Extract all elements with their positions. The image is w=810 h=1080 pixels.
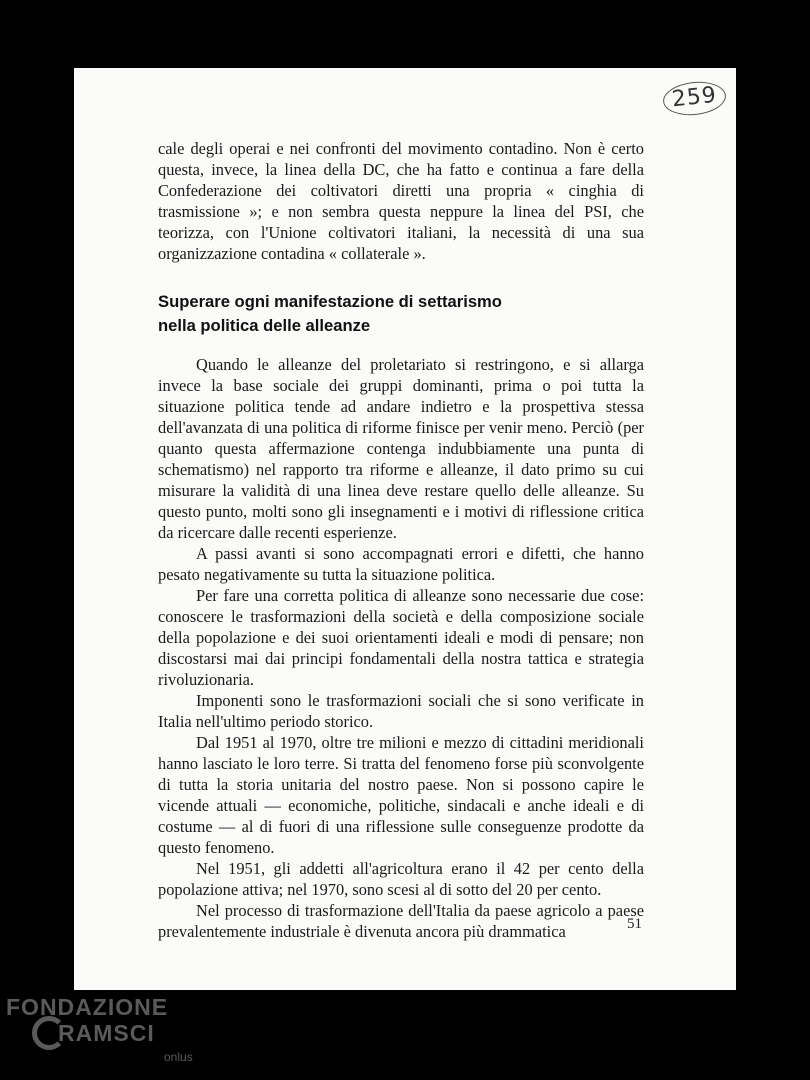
paragraph: Imponenti sono le trasformazioni sociali che si sono verificate in Italia nell'ultimo periodo storico. — [158, 691, 644, 731]
section-heading — [158, 290, 644, 338]
fondazione-gramsci-logo — [6, 994, 206, 1074]
paragraph: Per fare una corretta politica di alleanze sono necessarie due cose: conoscere le trasformazioni della società e della composizione sociale della popolazione e dei suoi orientamenti ideali e modi di pensare; non discostarsi mai dai principi fondamentali della nostra tattica e strategia rivoluzionaria. — [158, 586, 644, 689]
logo-line-2: RAMSCI — [58, 1020, 155, 1046]
archive-number-stamp: 259 — [661, 79, 727, 118]
intro-paragraph: cale degli operai e nei confronti del movimento contadino. Non è certo questa, invece, la linea della DC, che ha fatto e continua a fare della Confederazione dei coltivatori diretti una propria « cinghia di trasmissione »; e non sembra questa neppure la linea del PSI, che teorizza, con l'Unione coltivatori italiani, la necessità di una sua organizzazione contadina « collaterale ». — [158, 139, 644, 263]
paragraph: Nel 1951, gli addetti all'agricoltura erano il 42 per cento della popolazione attiva; nel 1970, sono scesi al di sotto del 20 per cento. — [158, 859, 644, 899]
document-page — [74, 68, 736, 990]
section-body — [158, 354, 644, 942]
heading-line-1: Superare ogni manifestazione di settarismo — [158, 292, 502, 311]
logo-subtitle: onlus — [164, 1050, 193, 1064]
paragraph: A passi avanti si sono accompagnati errori e difetti, che hanno pesato negativamente su tutta la situazione politica. — [158, 544, 644, 584]
paragraph: Nel processo di trasformazione dell'Italia da paese agricolo a paese prevalentemente industriale è divenuta ancora più drammatica — [158, 901, 644, 941]
page-number: 51 — [627, 916, 642, 932]
intro-text — [158, 138, 644, 264]
paragraph: Dal 1951 al 1970, oltre tre milioni e mezzo di cittadini meridionali hanno lasciato le loro terre. Si tratta del fenomeno forse più sconvolgente di tutta la storia unitaria del nostro paese. Non si possono capire le vicende attuali — economiche, politiche, sindacali e anche ideali e di costume — al di fuori di una riflessione sulle conseguenze prodotte da questo fenomeno. — [158, 733, 644, 857]
heading-line-2: nella politica delle alleanze — [158, 316, 371, 335]
paragraph: Quando le alleanze del proletariato si restringono, e si allarga invece la base sociale dei gruppi dominanti, prima o poi tutta la situazione politica tende ad andare indietro e la prospettiva stessa dell'avanzata di una politica di riforme finisce per venir meno. Perciò (per quanto questa affermazione contenga indubbiamente una punta di schematismo) nel rapporto tra riforme e alleanze, il dato primo su cui misurare la validità di una linea deve restare quello delle alleanze. Su questo punto, molti sono gli insegnamenti e i motivi di riflessione critica da ricercare dalle recenti esperienze. — [158, 355, 644, 542]
logo-line-1: FONDAZIONE — [6, 994, 169, 1020]
